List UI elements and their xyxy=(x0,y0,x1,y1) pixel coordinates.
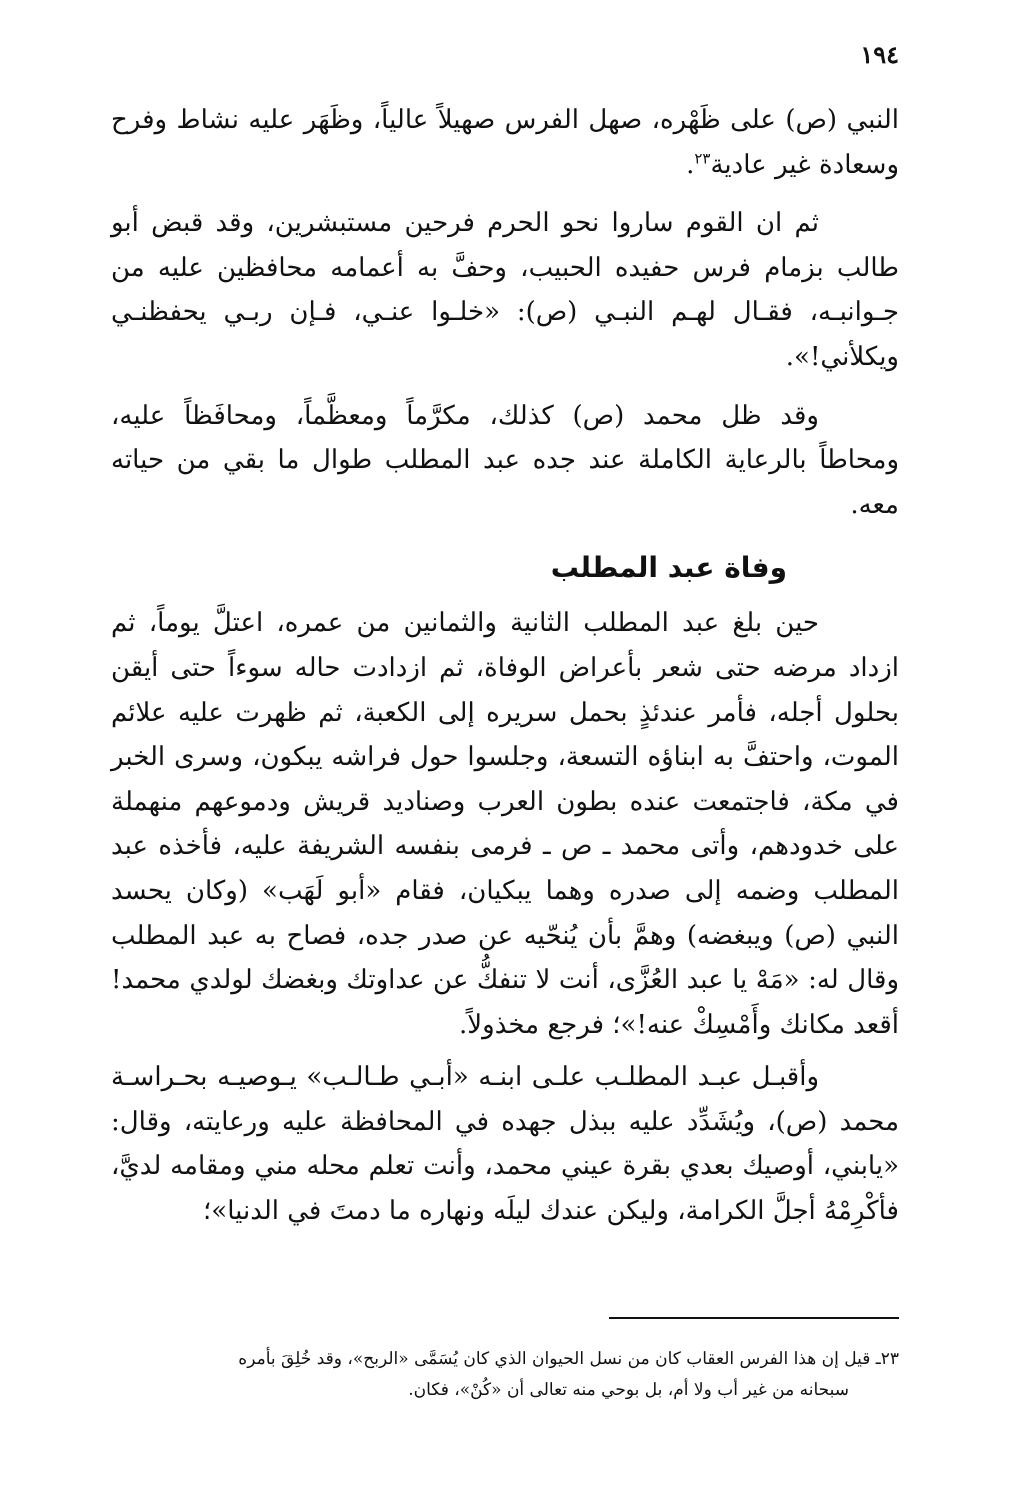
footnote xyxy=(111,1344,899,1406)
footnote-reference[interactable]: ٢٣ xyxy=(694,148,711,167)
section-heading: وفاة عبد المطلب xyxy=(550,551,787,585)
page-number: ١٩٤ xyxy=(860,40,899,69)
footnote-divider xyxy=(609,1317,899,1319)
footnote-line-1: ٢٣ـ قيل إن هذا الفرس العقاب كان من نسل الحيوان الذي كان يُسَمَّى «الربح»، وقد خُلِقَ بأمره xyxy=(238,1349,899,1369)
paragraph-2: ثم ان القوم ساروا نحو الحرم فرحين مستبشرين، وقد قبض أبو طالب بزمام فرس حفيده الحبيب، وحفَّ به أعمامه محافظين عليه من جـوانبـه، فقـال لهـم النبـي (ص): «خلـوا عنـي، فـإن ربـي يحفظنـي ويكلأني!». xyxy=(111,208,899,372)
paragraph-3: وقد ظل محمد (ص) كذلك، مكرَّماً ومعظَّماً، ومحافَظاً عليه، ومحاطاً بالرعاية الكاملة عند جده عبد المطلب طوال ما بقي من حياته معه. xyxy=(111,400,899,520)
paragraph-1-text: النبي (ص) على ظَهْره، صهل الفرس صهيلاً عالياً، وظَهَر عليه نشاط وفرح وسعادة غير عادية xyxy=(111,105,899,180)
body-text xyxy=(111,98,899,1234)
paragraph-4: حين بلغ عبد المطلب الثانية والثمانين من عمره، اعتلَّ يوماً، ثم ازداد مرضه حتى شعر بأعراض الوفاة، ثم ازدادت حاله سوءاً حتى أيقن بحلول أجله، فأمر عندئذٍ بحمل سريره إلى الكعبة، ثم ظهرت عليه علائم الموت، واحتفَّ به ابناؤه التسعة، وجلسوا حول فراشه يبكون، وسرى الخبر في مكة، فاجتمعت عنده بطون العرب وصناديد قريش ودموعهم منهملة على خدودهم، وأتى محمد ـ ص ـ فرمى بنفسه الشريفة عليه، فأخذه عبد المطلب وضمه إلى صدره وهما يبكيان، فقام «أبو لَهَب» (وكان يحسد النبي (ص) ويبغضه) وهمَّ بأن يُنحّيه عن صدر جده، فصاح به عبد المطلب وقال له: «مَهْ يا عبد العُزَّى، أنت لا تنفكُّ عن عداوتك وبغضك لولدي محمد! أقعد مكانك وأَمْسِكْ عنه!»؛ فرجع مخذولاً. xyxy=(111,608,899,1040)
paragraph-5: وأقبـل عبـد المطلـب علـى ابنـه «أبـي طـالـب» يـوصيـه بحـراسـة محمد (ص)، ويُشَدِّد عليه ببذل جهده في المحافظة عليه ورعايته، وقال: «يابني، أوصيك بعدي بقرة عيني محمد، وأنت تعلم محله مني ومقامه لديَّ، فأكْرِمْهُ أجلَّ الكرامة، وليكن عندك ليلَه ونهاره ما دمتَ في الدنيا»؛ xyxy=(111,1062,899,1227)
footnote-line-2: سبحانه من غير أب ولا أم، بل بوحي منه تعالى أن «كُنْ»، فكان. xyxy=(408,1380,849,1400)
paragraph-1 xyxy=(111,98,899,187)
paragraph-1-end: . xyxy=(686,149,695,180)
